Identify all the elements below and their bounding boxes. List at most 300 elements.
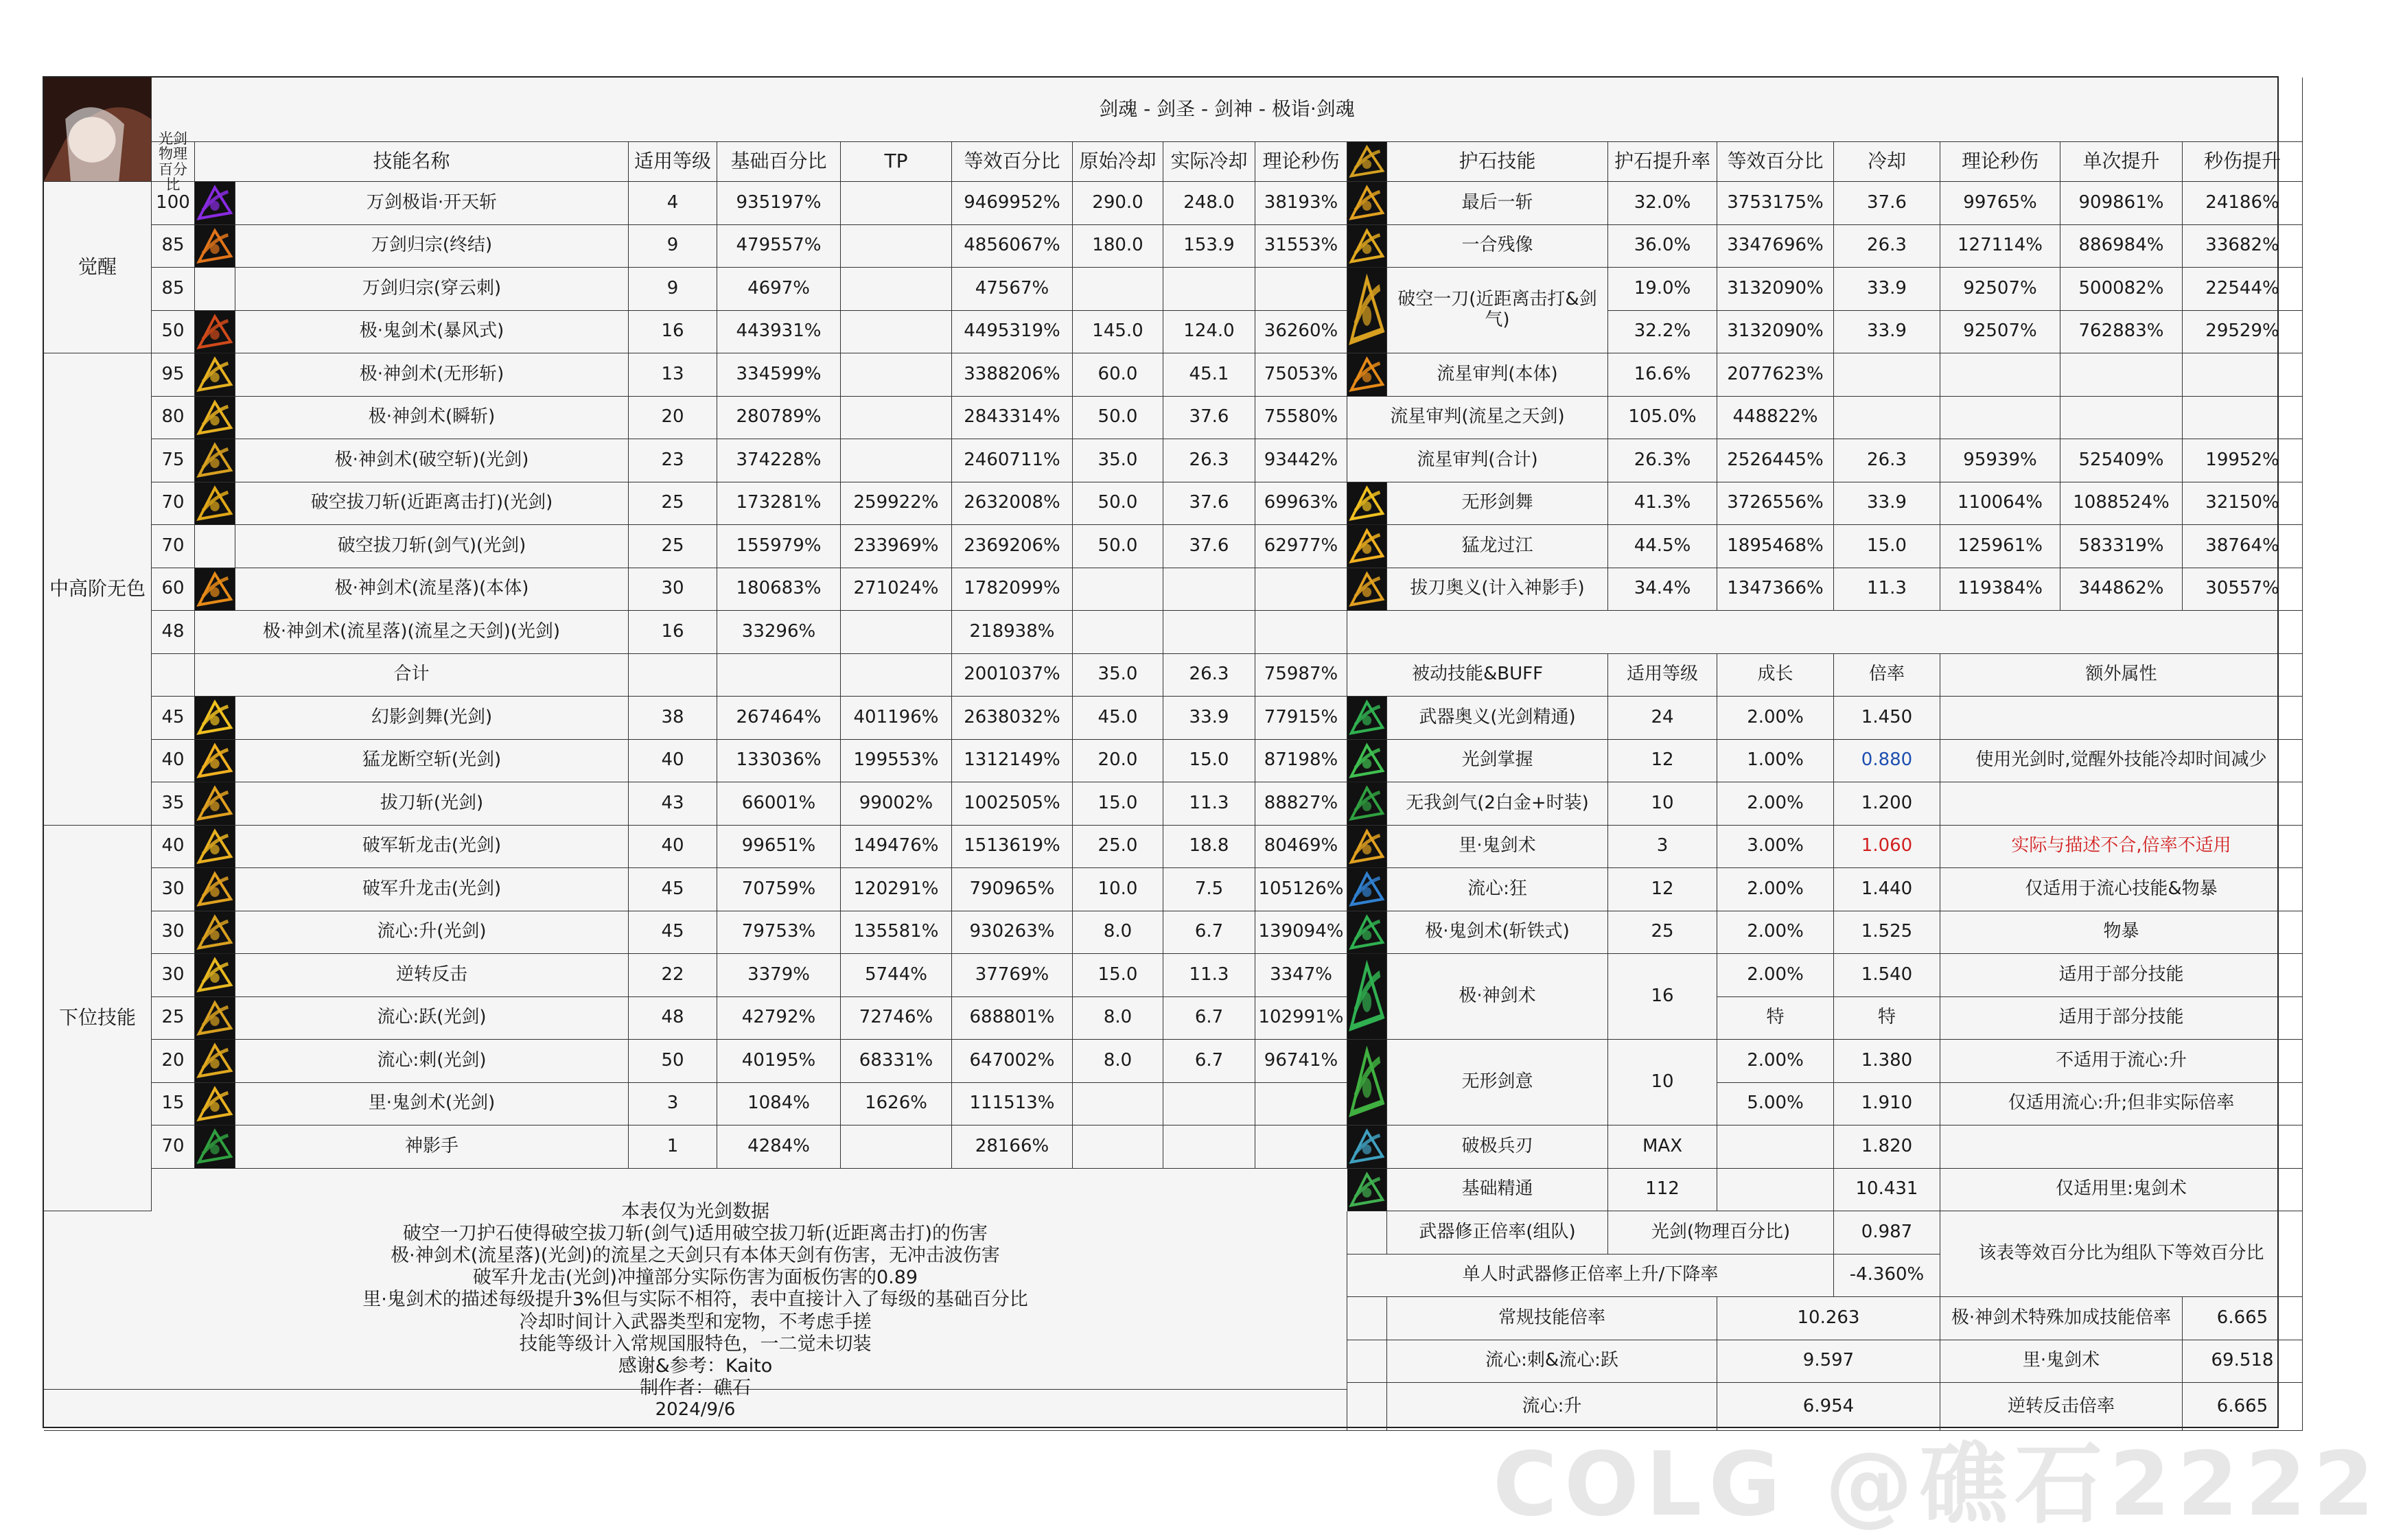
rune-rate: 32.0%: [1608, 182, 1717, 225]
skill-level-req: 40: [152, 826, 195, 869]
passive-rate: 0.880: [1834, 740, 1940, 783]
rune-equiv: 3726556%: [1717, 482, 1834, 526]
rune-single: 1088524%: [2060, 482, 2183, 526]
skill-level-req: 70: [152, 1125, 195, 1169]
storm-blade-icon: [195, 311, 235, 354]
skill-equiv-pct: 111513%: [952, 1083, 1073, 1126]
rune-equiv: 3132090%: [1717, 268, 1834, 311]
rune-dps-up: 30557%: [2183, 568, 2303, 611]
skill-base-pct: 267464%: [717, 697, 841, 740]
skill-apply-level: 25: [629, 482, 717, 526]
skill-cd-real: 45.1: [1163, 353, 1255, 397]
passive-extra: 适用于部分技能: [1940, 997, 2303, 1040]
rune-single: 344862%: [2060, 568, 2183, 611]
skill-equiv-pct: 1513619%: [952, 826, 1073, 869]
rune-dps: 110064%: [1940, 482, 2060, 526]
rate-value: 9.597: [1717, 1340, 1940, 1384]
afterimage-icon: [1347, 225, 1387, 268]
rune-dps: 92507%: [1940, 311, 2060, 354]
skill-apply-level: 48: [629, 997, 717, 1040]
passive-level: MAX: [1608, 1125, 1717, 1169]
skill-equiv-pct: 2638032%: [952, 697, 1073, 740]
rune-rate: 34.4%: [1608, 568, 1717, 611]
rune-cd: 33.9: [1834, 311, 1940, 354]
skill-dps: 80469%: [1255, 826, 1347, 869]
rune-dps: 95939%: [1940, 439, 2060, 482]
passive-rate: 1.450: [1834, 697, 1940, 740]
table-cell: [195, 268, 235, 311]
passive-growth: 2.00%: [1717, 868, 1834, 911]
passive-level: 16: [1608, 954, 1717, 1040]
rune-single: 525409%: [2060, 439, 2183, 482]
rune-dps: 92507%: [1940, 268, 2060, 311]
skill-equiv-pct: 4856067%: [952, 225, 1073, 268]
skill-equiv-pct: 2001037%: [952, 654, 1073, 697]
passive-level: 12: [1608, 868, 1717, 911]
skill-level-req: 85: [152, 268, 195, 311]
skill-apply-level: 50: [629, 1040, 717, 1083]
passive-extra: 仅适用于流心技能&物暴: [1940, 868, 2303, 911]
skill-tp-pct: 401196%: [841, 697, 952, 740]
rune-dps: 125961%: [1940, 525, 2060, 568]
skill-tp-pct: [841, 182, 952, 225]
skill-level-req: 45: [152, 697, 195, 740]
passive-level: 112: [1608, 1169, 1717, 1212]
skill-level-req: 35: [152, 782, 195, 826]
flow-leap-icon: [195, 997, 235, 1040]
passive-name: 光剑掌握: [1387, 740, 1608, 783]
sword-rain-icon: [195, 225, 235, 268]
skill-dps: 36260%: [1255, 311, 1347, 354]
skill-cd-real: [1163, 568, 1255, 611]
skill-level-req: 70: [152, 525, 195, 568]
skill-equiv-pct: 28166%: [952, 1125, 1073, 1169]
skill-tp-pct: [841, 353, 952, 397]
rune-cd: [1834, 353, 1940, 397]
group-low: 下位技能: [44, 826, 152, 1212]
skill-level-req: 75: [152, 439, 195, 482]
skill-cd-orig: 15.0: [1073, 954, 1163, 997]
skill-level-req: 30: [152, 911, 195, 955]
skill-cd-orig: 50.0: [1073, 397, 1163, 440]
table-cell: [195, 525, 235, 568]
skill-apply-level: 9: [629, 268, 717, 311]
skill-name: 神影手: [235, 1125, 629, 1169]
skill-cd-real: 6.7: [1163, 1040, 1255, 1083]
skill-base-pct: 180683%: [717, 568, 841, 611]
note-line: 冷却时间计入武器类型和宠物，不考虑手搓: [519, 1311, 872, 1333]
skill-apply-level: 43: [629, 782, 717, 826]
skill-tp-pct: [841, 311, 952, 354]
skill-cd-real: 26.3: [1163, 439, 1255, 482]
skill-apply-level: 40: [629, 740, 717, 783]
skill-equiv-pct: 1002505%: [952, 782, 1073, 826]
skill-dps: [1255, 1125, 1347, 1169]
note-line: 技能等级计入常规国服特色，一二觉未切装: [519, 1333, 872, 1355]
skill-tp-pct: [841, 439, 952, 482]
skill-base-pct: 3379%: [717, 954, 841, 997]
skill-cd-real: [1163, 268, 1255, 311]
rune-cd: 37.6: [1834, 182, 1940, 225]
passive-name: 破极兵刃: [1387, 1125, 1608, 1169]
skill-dps: 75580%: [1255, 397, 1347, 440]
watermark: COLG @礁石2222: [1493, 1434, 2381, 1536]
skill-apply-level: 30: [629, 568, 717, 611]
skill-level-req: 70: [152, 482, 195, 526]
skill-level-req: 48: [152, 611, 195, 654]
skill-dps: 75053%: [1255, 353, 1347, 397]
character-avatar: [44, 78, 152, 182]
shadow-hand-icon: [195, 1125, 235, 1169]
rate-panel: [1347, 1211, 2303, 1431]
formless-intent-icon: [1347, 1040, 1387, 1125]
rune-rate: 105.0%: [1608, 397, 1717, 440]
skill-apply-level: 25: [629, 525, 717, 568]
skill-tp-pct: 135581%: [841, 911, 952, 955]
skill-base-pct: 173281%: [717, 482, 841, 526]
rune-dps: 127114%: [1940, 225, 2060, 268]
skill-cd-real: 37.6: [1163, 525, 1255, 568]
passive-rate: 1.200: [1834, 782, 1940, 826]
skill-cd-real: 18.8: [1163, 826, 1255, 869]
skill-dps: [1255, 268, 1347, 311]
rune-cd: 26.3: [1834, 439, 1940, 482]
rune-emblem-icon: [1347, 142, 1387, 182]
skill-base-pct: 99651%: [717, 826, 841, 869]
skill-apply-level: 23: [629, 439, 717, 482]
skill-cd-real: [1163, 1083, 1255, 1126]
skill-tp-pct: [841, 654, 952, 697]
rune-name: 拔刀奥义(计入神影手): [1387, 568, 1608, 611]
skill-cd-real: 6.7: [1163, 911, 1255, 955]
rune-name: 无形剑舞: [1387, 482, 1608, 526]
counter-icon: [195, 954, 235, 997]
selfless-aura-icon: [1347, 782, 1387, 826]
skill-equiv-pct: 2369206%: [952, 525, 1073, 568]
skill-tp-pct: 233969%: [841, 525, 952, 568]
skill-tp-pct: 1626%: [841, 1083, 952, 1126]
passive-name: 基础精通: [1387, 1169, 1608, 1212]
sheet-title: 剑魂 - 剑圣 - 剑神 - 极诣·剑魂: [152, 78, 2303, 142]
rune-dps-up: 24186%: [2183, 182, 2303, 225]
skill-level-req: 15: [152, 1083, 195, 1126]
skill-name: 猛龙断空斩(光剑): [235, 740, 629, 783]
skill-cd-orig: 35.0: [1073, 439, 1163, 482]
skill-equiv-pct: 930263%: [952, 911, 1073, 955]
ghost-art-icon: [1347, 826, 1387, 869]
rate-spacer: [1347, 1297, 1387, 1340]
skill-base-pct: [717, 654, 841, 697]
header-base: 基础百分比: [717, 142, 841, 182]
skill-base-pct: 4284%: [717, 1125, 841, 1169]
skill-apply-level: 45: [629, 868, 717, 911]
date: 2024/9/6: [44, 1390, 1347, 1431]
skill-dps: 139094%: [1255, 911, 1347, 955]
skill-dps: 96741%: [1255, 1040, 1347, 1083]
skill-tp-pct: 68331%: [841, 1040, 952, 1083]
skill-tp-pct: 271024%: [841, 568, 952, 611]
skill-dps: [1255, 1083, 1347, 1126]
skill-dps: 38193%: [1255, 182, 1347, 225]
header-single: 单次提升: [2060, 142, 2183, 182]
skill-cd-orig: [1073, 611, 1163, 654]
skill-name: 拔刀斩(光剑): [235, 782, 629, 826]
header-tp: TP: [841, 142, 952, 182]
skill-cd-real: 37.6: [1163, 482, 1255, 526]
lightsaber-grip-icon: [1347, 740, 1387, 783]
solo-mod-value: -4.360%: [1834, 1255, 1940, 1298]
rune-cd: 11.3: [1834, 568, 1940, 611]
skill-cd-orig: [1073, 268, 1163, 311]
skill-tp-pct: 149476%: [841, 826, 952, 869]
notes-block: [44, 1200, 1347, 1399]
skill-cd-orig: 145.0: [1073, 311, 1163, 354]
skill-name: 破军升龙击(光剑): [235, 868, 629, 911]
skill-equiv-pct: 4495319%: [952, 311, 1073, 354]
rune-equiv: 3132090%: [1717, 311, 1834, 354]
passive-extra: 适用于部分技能: [1940, 954, 2303, 997]
rune-dps: 119384%: [1940, 568, 2060, 611]
passive-rate: 1.060: [1834, 826, 1940, 869]
passive-header-growth: 成长: [1717, 654, 1834, 697]
passive-rate: 1.440: [1834, 868, 1940, 911]
skill-name: 极·神剑术(无形斩): [235, 353, 629, 397]
rune-dps-up: 32150%: [2183, 482, 2303, 526]
skill-name: 破空拔刀斩(近距离击打)(光剑): [235, 482, 629, 526]
passive-growth: 2.00%: [1717, 954, 1834, 997]
meteor-judgment-icon: [1347, 353, 1387, 397]
skill-tp-pct: [841, 225, 952, 268]
skill-tp-pct: [841, 611, 952, 654]
header-dps: 理论秒伤: [1255, 142, 1347, 182]
skill-apply-level: 20: [629, 397, 717, 440]
skill-base-pct: 70759%: [717, 868, 841, 911]
spacer: [1347, 611, 2303, 654]
rune-single: 583319%: [2060, 525, 2183, 568]
note-line: 里·鬼剑术的描述每级提升3%但与实际不相符，表中直接计入了每级的基础百分比: [362, 1289, 1028, 1311]
skill-equiv-pct: 47567%: [952, 268, 1073, 311]
rune-name: 流星审判(合计): [1347, 439, 1608, 482]
divine-art-icon: [1347, 954, 1387, 1040]
skill-apply-level: 9: [629, 225, 717, 268]
skill-name: 极·神剑术(破空斩)(光剑): [235, 439, 629, 482]
skill-name: 合计: [195, 654, 629, 697]
rate-value: 10.263: [1717, 1297, 1940, 1340]
passive-header-rate: 倍率: [1834, 654, 1940, 697]
rune-rate: 26.3%: [1608, 439, 1717, 482]
skill-equiv-pct: 1782099%: [952, 568, 1073, 611]
weapon-mod-value: 0.987: [1834, 1211, 1940, 1255]
passive-extra: 实际与描述不合,倍率不适用: [1940, 826, 2303, 869]
skill-apply-level: 16: [629, 611, 717, 654]
skill-dps: 69963%: [1255, 482, 1347, 526]
skill-base-pct: 4697%: [717, 268, 841, 311]
skill-level-req: 30: [152, 954, 195, 997]
rune-dps-up: 22544%: [2183, 268, 2303, 311]
skill-cd-real: [1163, 611, 1255, 654]
skill-equiv-pct: 688801%: [952, 997, 1073, 1040]
rune-dps-up: 19952%: [2183, 439, 2303, 482]
rune-single: [2060, 397, 2183, 440]
rune-cd: 33.9: [1834, 482, 1940, 526]
header-light-pct: 光剑 物理百分比: [152, 142, 195, 182]
rune-name: 流星审判(流星之天剑): [1347, 397, 1608, 440]
skill-cd-orig: 35.0: [1073, 654, 1163, 697]
skill-equiv-pct: 9469952%: [952, 182, 1073, 225]
skill-base-pct: 79753%: [717, 911, 841, 955]
ghost-sword-icon: [195, 1083, 235, 1126]
skill-cd-real: 153.9: [1163, 225, 1255, 268]
skill-cd-orig: 8.0: [1073, 1040, 1163, 1083]
skill-tp-pct: 5744%: [841, 954, 952, 997]
skill-equiv-pct: 37769%: [952, 954, 1073, 997]
skill-cd-orig: [1073, 1083, 1163, 1126]
passive-growth: [1717, 1125, 1834, 1169]
group-mid-high: 中高阶无色: [44, 353, 152, 826]
skill-cd-real: 11.3: [1163, 954, 1255, 997]
skill-equiv-pct: 2843314%: [952, 397, 1073, 440]
rune-cd: 15.0: [1834, 525, 1940, 568]
skill-cd-real: 6.7: [1163, 997, 1255, 1040]
rune-dps-up: 38764%: [2183, 525, 2303, 568]
skill-level-req: 50: [152, 311, 195, 354]
skill-cd-real: 124.0: [1163, 311, 1255, 354]
note-line: 极·神剑术(流星落)(光剑)的流星之天剑只有本体天剑有伤害，无冲击波伤害: [391, 1245, 1000, 1267]
rate-label: 流心:刺&流心:跃: [1387, 1340, 1717, 1384]
skill-equiv-pct: 790965%: [952, 868, 1073, 911]
dragon-slash-icon: [195, 740, 235, 783]
skill-tp-pct: [841, 397, 952, 440]
quick-draw-icon: [195, 782, 235, 826]
rune-dps: [1940, 397, 2060, 440]
breaking-blade-icon: [1347, 1125, 1387, 1169]
solo-mod-label: 单人时武器修正倍率上升/下降率: [1347, 1255, 1834, 1298]
rune-name: 最后一斩: [1387, 182, 1608, 225]
header-rune_dps: 理论秒伤: [1940, 142, 2060, 182]
skill-base-pct: 42792%: [717, 997, 841, 1040]
passive-growth: 2.00%: [1717, 782, 1834, 826]
passive-extra: 使用光剑时,觉醒外技能冷却时间减少: [1940, 740, 2303, 783]
skill-cd-orig: 50.0: [1073, 525, 1163, 568]
passive-level: 10: [1608, 1040, 1717, 1125]
rune-rate: 41.3%: [1608, 482, 1717, 526]
skill-name: 极·神剑术(流星落)(流星之天剑)(光剑): [195, 611, 629, 654]
rune-rate: 44.5%: [1608, 525, 1717, 568]
rune-dps-up: 29529%: [2183, 311, 2303, 354]
passive-name: 无我剑气(2白金+时装): [1387, 782, 1608, 826]
passive-growth: 特: [1717, 997, 1834, 1040]
skill-cd-orig: 10.0: [1073, 868, 1163, 911]
passive-header-extra: 额外属性: [1940, 654, 2303, 697]
weapon-mastery-icon: [1347, 697, 1387, 740]
skill-dps: 88827%: [1255, 782, 1347, 826]
rate-spacer: [1347, 1383, 1387, 1431]
rune-single: 886984%: [2060, 225, 2183, 268]
note-line: 破空一刀护石使得破空拔刀斩(剑气)适用破空拔刀斩(近距离击打)的伤害: [402, 1223, 988, 1245]
passive-level: 10: [1608, 782, 1717, 826]
skill-cd-real: 26.3: [1163, 654, 1255, 697]
skill-sheet: [43, 76, 2279, 1428]
passive-level: 3: [1608, 826, 1717, 869]
rune-name: 破空一刀(近距离击打&剑气): [1387, 268, 1608, 353]
skill-apply-level: 16: [629, 311, 717, 354]
skill-level-req: 30: [152, 868, 195, 911]
header-level: 适用等级: [629, 142, 717, 182]
weapon-mod-type: 光剑(物理百分比): [1608, 1211, 1834, 1255]
skill-level-req: 25: [152, 997, 195, 1040]
skill-cd-real: 15.0: [1163, 740, 1255, 783]
rune-equiv: 2077623%: [1717, 353, 1834, 397]
skill-dps: 77915%: [1255, 697, 1347, 740]
rune-rate: 19.0%: [1608, 268, 1717, 311]
skill-base-pct: 374228%: [717, 439, 841, 482]
skill-tp-pct: 72746%: [841, 997, 952, 1040]
skill-cd-real: [1163, 1125, 1255, 1169]
skill-equiv-pct: 2460711%: [952, 439, 1073, 482]
skill-level-req: 100: [152, 182, 195, 225]
skill-cd-orig: 180.0: [1073, 225, 1163, 268]
skill-cd-real: 248.0: [1163, 182, 1255, 225]
rune-single: 500082%: [2060, 268, 2183, 311]
passive-growth: 3.00%: [1717, 826, 1834, 869]
skill-base-pct: 33296%: [717, 611, 841, 654]
skill-cd-real: 7.5: [1163, 868, 1255, 911]
skill-cd-orig: 8.0: [1073, 911, 1163, 955]
skill-apply-level: 40: [629, 826, 717, 869]
void-blade-icon: [1347, 268, 1387, 353]
rune-equiv: 2526445%: [1717, 439, 1834, 482]
passive-rate: 1.380: [1834, 1040, 1940, 1083]
draw-mystery-icon: [1347, 568, 1387, 611]
rune-dps: 99765%: [1940, 182, 2060, 225]
skill-cd-orig: 15.0: [1073, 782, 1163, 826]
skill-base-pct: 155979%: [717, 525, 841, 568]
phantom-dance-icon: [195, 697, 235, 740]
passive-growth: 5.00%: [1717, 1083, 1834, 1126]
rate-value-2: 6.665: [2183, 1383, 2303, 1431]
skill-level-req: 40: [152, 740, 195, 783]
skill-base-pct: 40195%: [717, 1040, 841, 1083]
skill-equiv-pct: 218938%: [952, 611, 1073, 654]
passive-level: 25: [1608, 911, 1717, 955]
skill-dps: 31553%: [1255, 225, 1347, 268]
formless-slash-icon: [195, 353, 235, 397]
rate-label-2: 里·鬼剑术: [1940, 1340, 2183, 1384]
skill-name: 流心:升(光剑): [235, 911, 629, 955]
rune-single: 762883%: [2060, 311, 2183, 354]
header-rune_equiv: 等效百分比: [1717, 142, 1834, 182]
rate-value-2: 6.665: [2183, 1297, 2303, 1340]
rune-equiv: 3753175%: [1717, 182, 1834, 225]
skill-name: 极·神剑术(瞬斩): [235, 397, 629, 440]
rune-equiv: 3347696%: [1717, 225, 1834, 268]
skill-dps: 3347%: [1255, 954, 1347, 997]
rune-single: [2060, 353, 2183, 397]
rune-rate: 32.2%: [1608, 311, 1717, 354]
header-rune_rate: 护石提升率: [1608, 142, 1717, 182]
skill-level-req: [152, 654, 195, 697]
flash-slash-icon: [195, 397, 235, 440]
skill-cd-orig: 20.0: [1073, 740, 1163, 783]
skill-cd-orig: [1073, 568, 1163, 611]
skill-dps: 87198%: [1255, 740, 1347, 783]
passive-name: 里·鬼剑术: [1387, 826, 1608, 869]
skill-level-req: 60: [152, 568, 195, 611]
rune-equiv: 1895468%: [1717, 525, 1834, 568]
rune-dps-up: [2183, 397, 2303, 440]
passive-growth: [1717, 1169, 1834, 1212]
void-slash-icon: [195, 439, 235, 482]
